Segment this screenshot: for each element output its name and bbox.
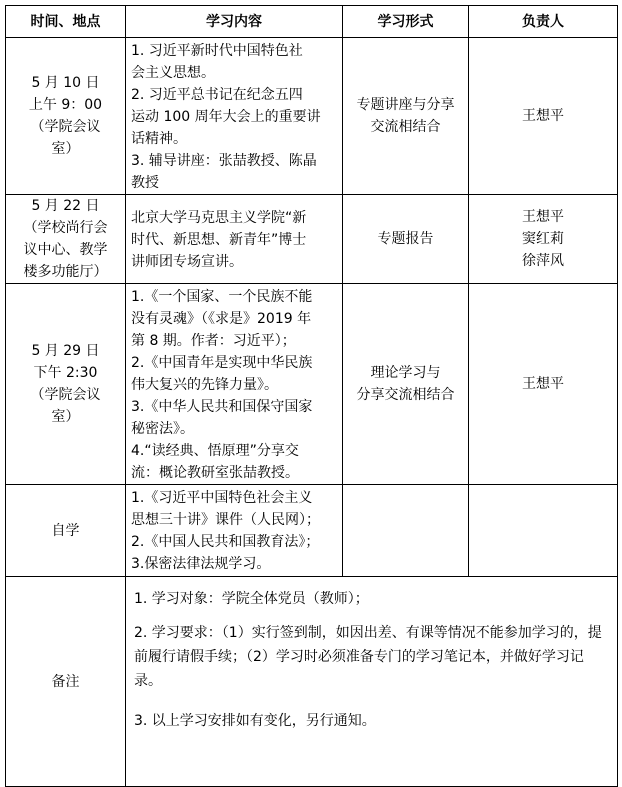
form-line: 交流相结合 [370,119,441,135]
time-line: 室） [51,409,80,425]
time-line: 5 月 22 日 [31,198,100,214]
content-cell [126,485,343,577]
time-place-cell [6,195,126,284]
content-line: 北京大学马克思主义学院“新 [131,210,307,226]
responsible-name: 王想平 [522,376,564,392]
time-place-cell [6,38,126,195]
time-line: 5 月 10 日 [31,75,100,91]
table-row [6,485,618,577]
time-line: 自学 [51,522,80,539]
notes-label: 备注 [6,577,126,787]
header-time: 时间、地点 [6,6,126,38]
time-place-cell [6,284,126,485]
table-row [6,284,618,485]
content-line: 3.保密法律法规学习。 [131,556,271,572]
notes-line: 3. 以上学习安排如有变化，另行通知。 [134,713,376,729]
content-line: 伟大复兴的先锋力量》。 [131,377,278,393]
form-cell [343,38,469,195]
content-line: 讲师团专场宣讲。 [131,254,243,270]
form-line: 理论学习与 [370,365,441,381]
content-line: 3.《中华人民共和国保守国家 [131,399,313,415]
time-place-cell [6,485,126,577]
time-line: 上午 9：00 [28,97,103,113]
time-line: 室） [51,141,80,157]
responsible-name: 王想平 [522,108,564,124]
header-content: 学习内容 [126,6,343,38]
content-line: 1.《一个国家、一个民族不能 [131,289,313,305]
header-form: 学习形式 [343,6,469,38]
time-line: （学院会议 [30,119,101,135]
time-line: （学院会议 [30,387,101,403]
content-line: 2. 习近平总书记在纪念五四 [131,87,303,103]
responsible-cell [469,38,618,195]
notes-cell [126,577,618,787]
form-line: 专题讲座与分享 [356,97,455,113]
form-line: 分享交流相结合 [356,387,455,403]
content-line: 1.《习近平中国特色社会主义 [131,490,313,506]
header-row [6,6,618,38]
notes-line: 2. 学习要求：（1）实行签到制，如因出差、有课等情况不能参加学习的，提前履行请假手续；（2）学习时必须准备专门的学习笔记本，并做好学习记录。 [134,625,602,689]
content-line: 思想三十讲》课件（人民网）； [131,512,320,528]
form-cell [343,195,469,284]
content-line: 话精神。 [131,131,187,147]
content-line: 1. 习近平新时代中国特色社 [131,43,303,59]
content-line: 没有灵魂》（《求是》2019 年 [131,311,312,327]
header-responsible: 负责人 [469,6,618,38]
table-row [6,38,618,195]
responsible-cell [469,284,618,485]
content-line: 4.“读经典、悟原理”分享交 [131,443,299,459]
responsible-cell [469,195,618,284]
content-line: 流：概论教研室张喆教授。 [131,465,299,481]
responsible-name: 窦红莉 [522,231,564,247]
time-line: 楼多功能厅） [23,264,108,280]
time-line: 下午 2:30 [33,365,98,381]
form-cell [343,284,469,485]
responsible-name: 徐萍风 [522,253,564,269]
content-line: 时代、新思想、新青年”博士 [131,232,307,248]
content-line: 2.《中国人民共和国教育法》； [131,534,320,550]
content-cell [126,284,343,485]
schedule-table [5,5,618,787]
form-cell [343,485,469,577]
notes-line: 1. 学习对象：学院全体党员（教师）； [134,591,369,607]
content-line: 运动 100 周年大会上的重要讲 [131,109,321,125]
time-line: （学校尚行会 [23,220,108,236]
time-line: 议中心、教学 [23,242,108,258]
content-cell [126,38,343,195]
content-line: 3. 辅导讲座：张喆教授、陈晶 [131,153,317,169]
content-line: 教授 [131,175,159,191]
table-row [6,195,618,284]
responsible-cell [469,485,618,577]
content-line: 会主义思想。 [131,65,215,81]
notes-row [6,577,618,787]
time-line: 5 月 29 日 [31,343,100,359]
content-cell [126,195,343,284]
content-line: 第 8 期。作者：习近平）； [131,333,296,349]
responsible-name: 王想平 [522,209,564,225]
content-line: 2.《中国青年是实现中华民族 [131,355,313,371]
content-line: 秘密法》。 [131,421,194,437]
form-line: 专题报告 [377,231,434,247]
